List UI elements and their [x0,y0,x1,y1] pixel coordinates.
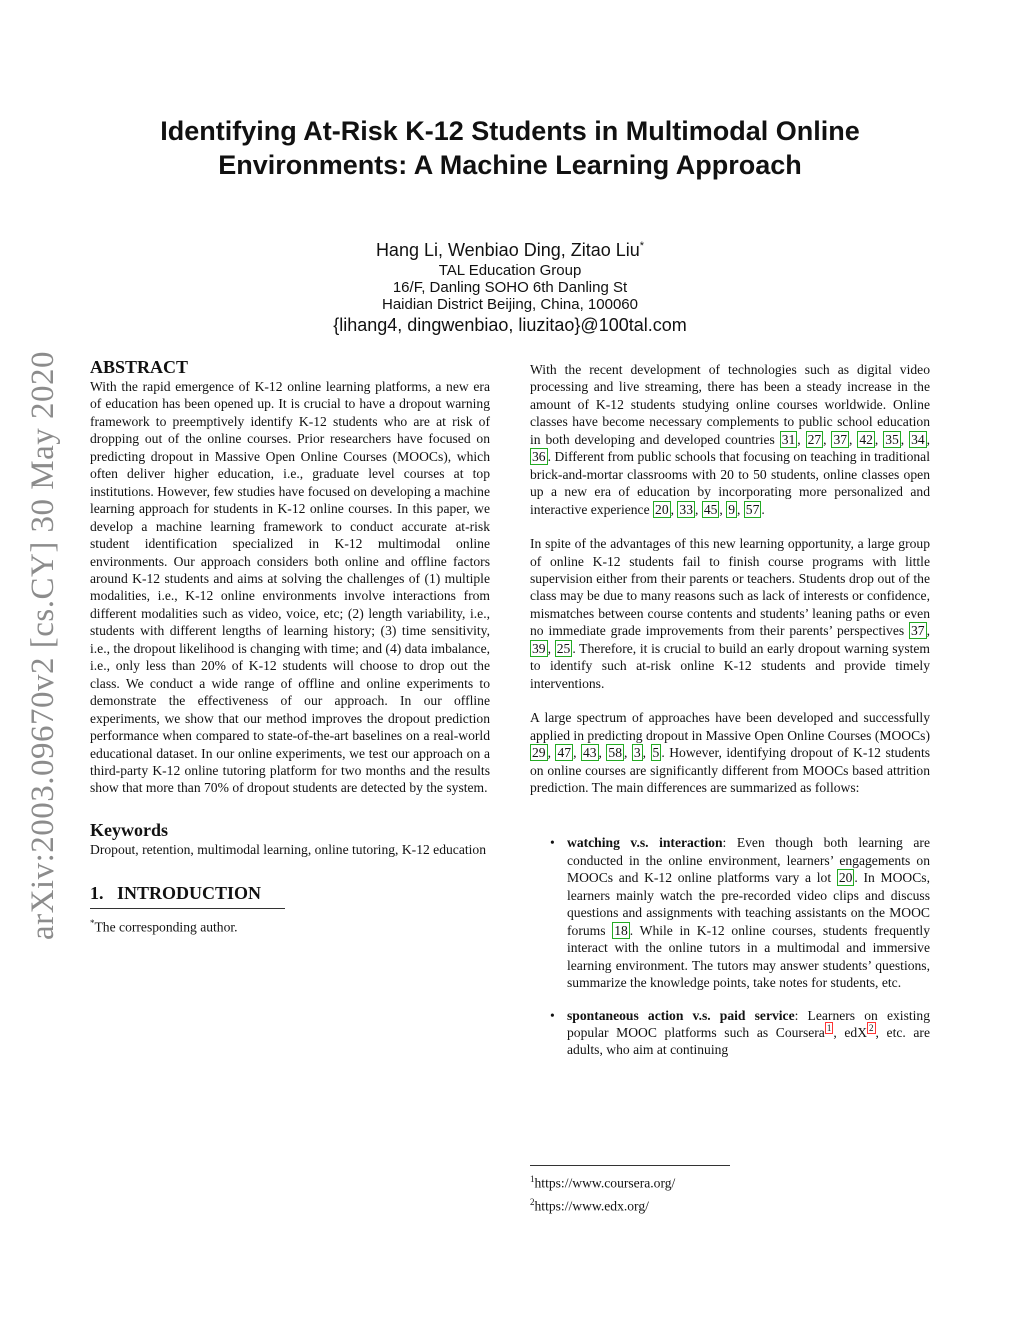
footnote-url[interactable]: https://www.coursera.org/ [534,1175,676,1191]
affiliation-line-1: TAL Education Group [438,262,582,279]
footnote-mark: 1 [530,1174,535,1184]
citation-link[interactable]: 58 [608,745,622,761]
introduction-heading: 1. INTRODUCTION [90,882,285,909]
bullet-text-b: . In MOOCs, learners mainly watch the pre-recorded video clips and discuss questions and assignments with teaching assistants on the MOOC forums [567,870,930,938]
citation-link[interactable]: 37 [911,623,925,639]
affiliation-line-2: 16/F, Danling SOHO 6th Danling St [392,279,628,296]
citation-link[interactable]: 43 [582,745,597,761]
citation-link[interactable]: 57 [745,501,760,517]
citation-link[interactable]: 36 [532,449,546,465]
citation-link[interactable]: 20 [655,501,669,517]
citation-group: 20 , 33 , 45 , 9 , 57 [655,501,760,517]
p1-text-c: . [761,501,765,517]
citation-link[interactable]: 39 [532,640,546,656]
citation-link[interactable]: 9 [728,501,735,517]
list-item [530,834,930,991]
footnote-mark: 2 [530,1196,535,1207]
author-names: Hang Li, Wenbiao Ding, Zitao Liu [375,240,640,260]
left-column [90,356,490,936]
authors-block [90,234,930,337]
citation-link[interactable]: 34 [911,431,925,447]
bullet-icon: • [550,835,555,851]
citation-link[interactable]: 3 [633,745,641,761]
author-names-line [90,234,930,262]
intro-paragraph-3 [530,709,930,796]
footnote-url[interactable]: https://www.edx.org/ [534,1198,649,1214]
citation-link[interactable]: 25 [556,640,571,656]
citation-link[interactable]: 29 [532,745,546,761]
p1-text-a: With the recent development of technologies such as digital video processing and live streaming, there has been a steady increase in the amount of K-12 students studying online courses worldwide. Online classes have become necessary complements to public school education in both developing and developed countries [530,362,930,447]
p1-text-b: . Different from public schools that focusing on teaching in traditional brick-and-mortar classrooms with 20 to 50 students, online classes open up a new era of education by incorporating more personalized and interactive experience [530,449,930,517]
paper-title: Identifying At-Risk K-12 Students in Multimodal Online Environments: A Machine Learning Approach [160,116,860,180]
citation-group: 37 , 39 , 25 [532,623,930,656]
bullet-icon: • [550,1007,555,1023]
citation-link[interactable]: 5 [652,745,660,761]
abstract-text: With the rapid emergence of K-12 online learning platforms, a new era of education has been opened up. It is crucial to have a dropout warning framework to preemptively identify K-12 students who are at risk of dropping out of the online courses. Prior researchers have focused on predicting dropout in Massive Open Online Courses (MOOCs), which often deliver higher education, i.e., graduate level courses at top institutions. However, few studies have focused on developing a machine learning approach for students in K-12 online courses. In this paper, we develop a machine learning framework to conduct accurate at-risk student identification specialized in K-12 multimodal online environments. Our approach considers both online and offline factors around K-12 students and aims at solving the challenges of (1) multiple modalities, i.e., K-12 online environments involve interactions from different modalities such as video, voice, etc; (2) length variability, i.e., students with different lengths of learning history; (3) time sensitivity, i.e., the dropout likelihood is changing with time; and (4) data imbalance, i.e., only less than 20% of K-12 students will choose to drop out the class. We conduct a wide range of offline and online experiments to demonstrate the effectiveness of our approach. In our offline experiments, we show that our method improves the dropout prediction performance when compared to state-of-the-art baselines on a real-world educational dataset. In our online experiments, we test our approach on a third-party K-12 online tutoring platform for two months and the results show that more than 70% of dropout students are detected by the system. [90,379,490,796]
corresponding-author-note [90,915,490,936]
intro-paragraph-1 [530,361,930,518]
list-item [530,1007,930,1059]
affiliation-line-3: Haidian District Beijing, China, 100060 [382,296,638,313]
citation-link[interactable]: 31 [781,431,796,447]
citation-link[interactable]: 27 [807,431,822,447]
bullet-text-c: . While in K-12 online courses, students frequently interact with the online tutors in a multimodal and immersive learning environment. The tutors may answer students’ questions, summarize the knowledge points, take notes for students, etc. [567,922,930,991]
p2-text-a: In spite of the advantages of this new learning opportunity, a large group of online K-12 students fail to finish course programs with little supervision either from their parents or teachers. Students drop out of the class may be due to many reasons such as lack of interests or confidence, mismatches between course contents and students’ leaning paths or even no immediate grade improvements from their parents’ perspectives [530,536,930,639]
intro-paragraph-2 [530,535,930,692]
right-column [530,361,930,1059]
citation-link[interactable]: 20 [838,870,853,886]
bullet-term: spontaneous action v.s. paid service [567,1007,795,1023]
arxiv-stamp-text: arXiv:2003.09670v2 [cs.CY] 30 May 2020 [25,350,62,940]
citation-link[interactable]: 37 [833,431,848,447]
p3-text-a: A large spectrum of approaches have been developed and successfully applied in predicting dropout in Massive Open Online Courses (MOOCs) [530,710,930,743]
citation-link[interactable]: 18 [614,922,628,938]
footnote-link[interactable]: 2 [869,1023,874,1034]
keywords-heading: Keywords [90,819,168,840]
footnote-link[interactable]: 1 [826,1023,832,1034]
p3-text-b: . However, identifying dropout of K-12 students on online courses are significantly different from MOOCs based attrition prediction. The main differences are summarized as follows: [530,745,931,795]
footnotes [530,1165,930,1215]
citation-link[interactable]: 42 [859,431,873,447]
p2-text-b: . Therefore, it is crucial to build an early dropout warning system to identify such at-risk online K-12 students and provide timely interventions. [530,640,930,691]
author-mark: * [639,240,645,252]
author-emails: {lihang4, dingwenbiao, liuzitao}@100tal.com [333,315,687,335]
bullet-term: watching v.s. interaction [567,835,723,851]
citation-group: 31 , 27 , 37 , 42 , 35 , 34 , 36 [532,431,931,465]
citation-link[interactable]: 47 [557,745,572,761]
citation-link[interactable]: 33 [679,501,694,517]
bullet-text-b: , edX [833,1024,868,1040]
corresponding-text: The corresponding author. [94,919,238,935]
keywords-text: Dropout, retention, multimodal learning, online tutoring, K-12 education [90,841,487,857]
citation-link[interactable]: 35 [885,431,899,447]
abstract-heading: ABSTRACT [90,357,189,377]
citation-link[interactable]: 45 [703,501,718,517]
corresponding-mark: * [90,918,95,929]
differences-list [530,834,930,1058]
citation-group: 29 , 47 , 43 , 58 , 3 , 5 [532,745,660,761]
footnote-1 [530,1170,930,1193]
bullet-text-a: : Even though both learning are conducted in the online environment, learners’ engagements on MOOCs and K-12 online platforms vary a lot [567,835,930,886]
footnote-rule [530,1165,730,1166]
arxiv-stamp [16,340,72,950]
footnote-2 [530,1193,930,1216]
bullet-text-a: : Learners on existing popular MOOC platforms such as Coursera [567,1007,931,1040]
bullet-text-c: , etc. are adults, who aim at continuing [567,1024,930,1058]
